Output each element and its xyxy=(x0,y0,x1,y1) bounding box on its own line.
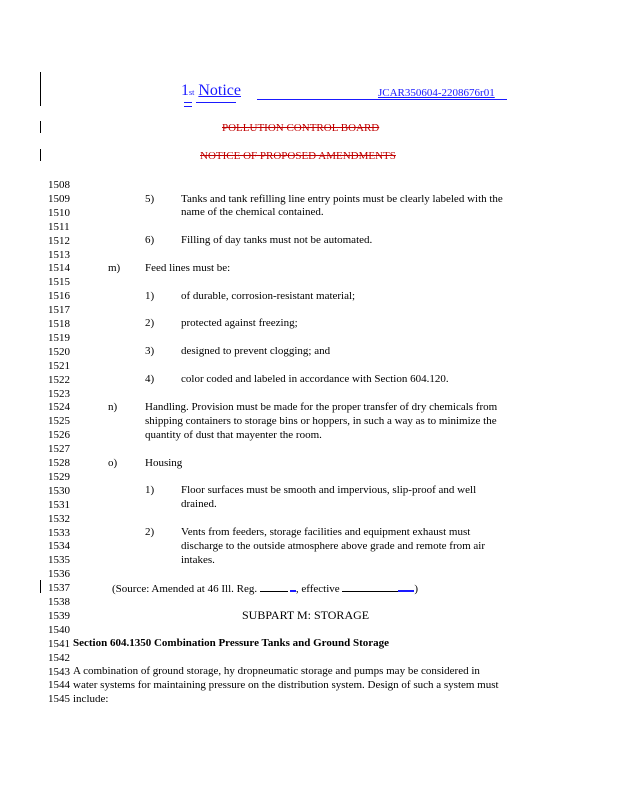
line-number: 1508 xyxy=(48,179,70,191)
notice-title xyxy=(181,82,241,100)
paragraph-line-3: include: xyxy=(73,693,109,705)
header-dash-2 xyxy=(196,102,236,103)
line-number: 1516 xyxy=(48,290,70,302)
source-note xyxy=(112,580,418,596)
line-number: 1511 xyxy=(48,221,70,233)
item-n-line-1: Handling. Provision must be made for the proper transfer of dry chemicals from xyxy=(145,401,498,413)
line-number: 1532 xyxy=(48,513,70,525)
item-m2-label: 2) xyxy=(145,317,155,329)
item-m4-label: 4) xyxy=(145,373,155,385)
line-number: 1528 xyxy=(48,457,70,469)
item-m3-text: designed to prevent clogging; and xyxy=(181,345,331,357)
item-m-text: Feed lines must be: xyxy=(145,262,231,274)
change-bar-source xyxy=(40,580,41,593)
item-m-label: m) xyxy=(108,262,121,274)
line-number: 1544 xyxy=(48,679,70,691)
line-number: 1539 xyxy=(48,610,70,622)
header-dash-3 xyxy=(184,106,192,107)
item-o2-label: 2) xyxy=(145,526,155,538)
item-n-line-3: quantity of dust that mayenter the room. xyxy=(145,429,322,441)
line-number: 1519 xyxy=(48,332,70,344)
line-number: 1541 xyxy=(48,638,70,650)
effective-blank xyxy=(342,581,398,592)
line-number: 1542 xyxy=(48,652,70,664)
line-number: 1531 xyxy=(48,499,70,511)
line-number: 1535 xyxy=(48,554,70,566)
line-number: 1523 xyxy=(48,388,70,400)
item-5-line-2: name of the chemical contained. xyxy=(181,206,324,218)
item-m1-text: of durable, corrosion-resistant material; xyxy=(181,290,356,302)
volume-blank xyxy=(260,581,288,592)
line-number: 1526 xyxy=(48,429,70,441)
source-prefix: (Source: Amended at 46 Ill. Reg. xyxy=(112,583,258,595)
subpart-heading: SUBPART M: STORAGE xyxy=(242,608,370,622)
line-number: 1533 xyxy=(48,527,70,539)
notice-word: Notice xyxy=(198,82,241,99)
line-number: 1527 xyxy=(48,443,70,455)
source-mid: , effective xyxy=(295,583,340,595)
item-o2-line-3: intakes. xyxy=(181,554,215,566)
line-number: 1514 xyxy=(48,262,70,274)
line-number: 1518 xyxy=(48,318,70,330)
change-bar-header xyxy=(40,72,41,106)
line-number: 1509 xyxy=(48,193,70,205)
source-end: ) xyxy=(414,583,419,595)
item-6-text: Filling of day tanks must not be automated. xyxy=(181,234,373,246)
item-6-label: 6) xyxy=(145,234,155,246)
line-number: 1510 xyxy=(48,207,70,219)
line-number: 1521 xyxy=(48,360,70,372)
paragraph-line-2: water systems for maintaining pressure on the distribution system. Design of such a system must xyxy=(73,679,499,691)
change-bar-subtitle xyxy=(40,149,41,161)
line-number: 1520 xyxy=(48,346,70,358)
line-number: 1525 xyxy=(48,415,70,427)
notice-number: 1 xyxy=(181,82,189,99)
item-m4-text: color coded and labeled in accordance with Section 604.120. xyxy=(181,373,449,385)
line-number: 1517 xyxy=(48,304,70,316)
line-number: 1512 xyxy=(48,235,70,247)
effective-blank-insert xyxy=(398,580,414,592)
paragraph-line-1: A combination of ground storage, hy dropneumatic storage and pumps may be considered in xyxy=(73,665,480,677)
item-m3-label: 3) xyxy=(145,345,155,357)
line-number: 1543 xyxy=(48,666,70,678)
item-o2-line-1: Vents from feeders, storage facilities and equipment exhaust must xyxy=(181,526,471,538)
section-heading: Section 604.1350 Combination Pressure Tanks and Ground Storage xyxy=(73,637,390,649)
item-o2-line-2: discharge to the outside atmosphere above grade and remote from air xyxy=(181,540,486,552)
change-bar-board xyxy=(40,121,41,133)
item-5-line-1: Tanks and tank refilling line entry points must be clearly labeled with the xyxy=(181,193,503,205)
item-n-line-2: shipping containers to storage bins or hoppers, in such a way as to minimize the xyxy=(145,415,497,427)
line-number: 1540 xyxy=(48,624,70,636)
item-o1-line-2: drained. xyxy=(181,498,217,510)
header-dash-1 xyxy=(184,102,192,103)
notice-subtitle: NOTICE OF PROPOSED AMENDMENTS xyxy=(200,150,396,162)
line-number: 1522 xyxy=(48,374,70,386)
line-number: 1536 xyxy=(48,568,70,580)
line-number: 1513 xyxy=(48,249,70,261)
item-o1-line-1: Floor surfaces must be smooth and impervious, slip-proof and well xyxy=(181,484,477,496)
line-number: 1515 xyxy=(48,276,70,288)
item-o-text: Housing xyxy=(145,457,183,469)
line-number: 1538 xyxy=(48,596,70,608)
line-number: 1534 xyxy=(48,540,70,552)
board-name: POLLUTION CONTROL BOARD xyxy=(222,122,380,134)
line-number: 1529 xyxy=(48,471,70,483)
item-n-label: n) xyxy=(108,401,118,413)
line-number: 1545 xyxy=(48,693,70,705)
line-number: 1537 xyxy=(48,582,70,594)
jcar-code: JCAR350604-2208676r01 xyxy=(378,87,495,99)
item-o1-label: 1) xyxy=(145,484,155,496)
line-number: 1530 xyxy=(48,485,70,497)
item-5-label: 5) xyxy=(145,193,155,205)
item-o-label: o) xyxy=(108,457,118,469)
item-m1-label: 1) xyxy=(145,290,155,302)
notice-superscript: st xyxy=(189,88,195,97)
item-m2-text: protected against freezing; xyxy=(181,317,298,329)
line-number: 1524 xyxy=(48,401,70,413)
